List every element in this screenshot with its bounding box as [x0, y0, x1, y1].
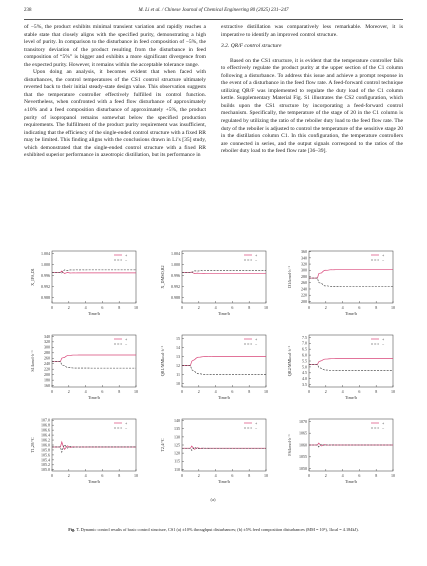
panel-2-series-pos: [309, 270, 393, 278]
caption-text: Dynamic control results of basic control structure, CS1 (a) ±10% throughput disturbances; (b) ±5% feed composition disturbances (MM = 10⁶), 1kcal = 4.184kJ).: [79, 527, 359, 532]
panel-7-ytick-label: 130: [174, 434, 180, 440]
panel-7-ytick-label: 135: [174, 426, 180, 432]
panel-4-legend-pos: +: [255, 336, 258, 342]
panel-6-xtick-label: 10: [134, 473, 138, 478]
figure-7: [24, 243, 403, 505]
panel-6-legend-neg: −: [125, 425, 128, 431]
panel-2-xtick-label: 8: [375, 305, 378, 310]
panel-3-ytick-label: 240: [44, 361, 50, 367]
panel-1-xlabel: Time/h: [218, 311, 230, 316]
panel-6-ytick-label: 105.8: [41, 447, 50, 453]
panel-8-ytick-label: 1055: [299, 454, 307, 460]
caption-label: Fig. 7.: [68, 527, 80, 532]
right-column: [221, 24, 403, 156]
panel-7-ylabel: T2,4/°C: [160, 438, 165, 452]
panel-1-legend-pos: +: [255, 252, 258, 258]
panel-0-xtick-label: 0: [51, 305, 53, 310]
panel-2-ylabel: D1/kmol·h⁻¹: [287, 266, 292, 288]
panel-6-ytick-label: 106.8: [41, 422, 50, 428]
panel-6-xtick-label: 4: [84, 473, 87, 478]
panel-4-series-neg: [182, 365, 266, 374]
panel-3-ytick-label: 220: [44, 366, 50, 372]
panel-5-xtick-label: 10: [391, 389, 395, 394]
panel-7-legend-pos: +: [255, 420, 258, 426]
panel-4-xtick-label: 10: [264, 389, 268, 394]
panel-0-ytick-label: 1.004: [41, 251, 50, 257]
panel-4-ylabel: QR1/MMkcal·h⁻¹: [160, 345, 165, 377]
panel-5-ytick-label: 7.5: [302, 334, 307, 340]
panel-2-ytick-label: 260: [301, 280, 307, 286]
panel-4-ytick-label: 12: [176, 362, 180, 368]
panel-8-xtick-label: 0: [308, 473, 310, 478]
panel-1-series-pos: [182, 272, 266, 274]
panel-5-ytick-label: 6.5: [302, 346, 307, 352]
panel-0-legend-pos: +: [125, 252, 128, 258]
panel-6-series-pos: [52, 442, 136, 450]
panel-4-xtick-label: 8: [248, 389, 251, 394]
section-heading: 3.2. QR/F control structure: [221, 43, 282, 50]
panel-6-xlabel: Time/h: [88, 479, 100, 484]
panel-6-ytick-label: 106.6: [41, 427, 50, 433]
panel-8-xtick-label: 6: [358, 473, 361, 478]
panel-4-ytick-label: 13: [176, 353, 180, 359]
figure-caption: [24, 527, 403, 533]
panel-5-ylabel: QR2/MMkcal·h⁻¹: [287, 345, 292, 377]
panel-0-ytick-label: 0.988: [41, 294, 50, 300]
panel-6-xtick-label: 0: [51, 473, 53, 478]
panel-1-xtick-label: 10: [264, 305, 268, 310]
panel-2-xtick-label: 4: [341, 305, 344, 310]
panel-3-frame: [52, 335, 136, 387]
panel-5-xtick-label: 6: [358, 389, 361, 394]
panel-1-xtick-label: 6: [231, 305, 234, 310]
panel-7-xlabel: Time/h: [218, 479, 230, 484]
panel-4-series-pos: [182, 357, 266, 366]
panel-6-ytick-label: 106.2: [41, 437, 50, 443]
panel-5-ytick-label: 6.0: [302, 352, 307, 358]
panel-8-ytick-label: 1050: [299, 466, 307, 472]
panel-5-xtick-label: 0: [308, 389, 310, 394]
panel-6-frame: [52, 419, 136, 471]
figure-7-plots: [24, 243, 403, 505]
panel-3-legend-neg: −: [125, 341, 128, 347]
page-number: 238: [24, 8, 32, 13]
left-column: [24, 24, 206, 160]
panel-0-ytick-label: 1.000: [41, 262, 50, 268]
panel-7-xtick-label: 8: [248, 473, 251, 478]
panel-7-xtick-label: 10: [264, 473, 268, 478]
panel-3-ylabel: S1/kmol·h⁻¹: [30, 350, 35, 372]
panel-8-ytick-label: 1065: [299, 430, 307, 436]
panel-3-xtick-label: 6: [101, 389, 104, 394]
page-header: [24, 8, 403, 18]
panel-4-xtick-label: 6: [231, 389, 234, 394]
panel-5-legend-pos: +: [382, 336, 385, 342]
panel-3-ytick-label: 200: [44, 372, 50, 378]
panel-7-ytick-label: 115: [174, 458, 180, 464]
panel-5-xtick-label: 8: [375, 389, 378, 394]
panel-0-ytick-label: 0.992: [41, 283, 50, 289]
right-paragraph-top: extractive distillation was comparatively less remarkable. Moreover, it is imperative to identify an improved control structure.: [221, 24, 403, 38]
panel-5-ytick-label: 5.0: [302, 364, 307, 370]
left-paragraph-1: of −5%, the product exhibits minimal transient variation and rapidly reaches a stable state that closely aligns with the specified purity, demonstrating a high level of purity. In comparison to the disturbance in feed composition of −5%, the transitory deviation of the product resulting from the disturbance in feed composition of “5%” is bigger and exhibits a more significant divergence from the expected purity. However, it remains within the acceptable tolerance range.: [24, 24, 206, 68]
panel-3-series-neg: [52, 362, 136, 369]
panel-3-ytick-label: 280: [44, 350, 50, 356]
panel-3-xtick-label: 2: [67, 389, 70, 394]
panel-6-ytick-label: 105.0: [41, 467, 50, 473]
panel-0-xtick-label: 6: [101, 305, 104, 310]
panel-0-xtick-label: 8: [118, 305, 121, 310]
panel-3-series-pos: [52, 355, 136, 362]
panel-5-ytick-label: 7.0: [302, 340, 307, 346]
panel-3-xtick-label: 10: [134, 389, 138, 394]
panel-1-xtick-label: 4: [214, 305, 217, 310]
panel-5-legend-neg: −: [382, 341, 385, 347]
panel-6-xtick-label: 2: [67, 473, 70, 478]
panel-3-ytick-label: 300: [44, 344, 50, 350]
panel-7-xtick-label: 4: [214, 473, 217, 478]
panel-2-ytick-label: 300: [301, 267, 307, 273]
panel-2-frame: [309, 251, 393, 303]
panel-0-xtick-label: 4: [84, 305, 87, 310]
panel-6-ytick-label: 106.4: [41, 432, 50, 438]
left-paragraph-2: Upon doing an analysis, it becomes evident that when faced with disturbances, the control temperatures of the CS1 control structure ultimately reverted back to their initial steady-state design value. This observation suggests that the temperature controller effectively fulfilled its control function. Nevertheless, when confronted with a feed flow disturbance of approximately ±10% and a feed composition disturbance of approximately +5%, the product purity of isopropanol remains somewhat below the specified production requirements. The fulfillment of the product purity requirement was insufficient, indicating that the efficiency of the single-ended control structure with a fixed RR may be limited. This finding aligns with the conclusions drawn in Li’s [35] study, which demonstrated that the single-ended control structure with a fixed RR exhibited superior performance in azeotropic distillation, but its performance in: [24, 69, 206, 159]
panel-1-ylabel: X_DMSO,B2: [160, 265, 165, 289]
right-paragraph-body: Based on the CS1 structure, it is evident that the temperature controller fails to effectively regulate the product purity at the upper section of the C1 column following a disturbance. To address this issue and achieve a prompt response in the event of a disturbance in the feed flow rate. A feed-forward control technique utilizing QR/F was implemented to regulate the duty load of the C1 column kettle. Supplementary Material Fig. S1 illustrates the CS2 configuration, which builds upon the CS1 structure by incorporating a feed-forward control mechanism. Specifically, the temperature of the stage of 20 in the C1 column is regulated by utilizing the ratio of the reboiler duty load to the feed flow rate. The duty of the reboiler is adjusted to control the temperature of the sensitive stage 20 in the distillation column C1. In this configuration, the temperature controllers are connected in series, and the output signals correspond to the ratios of the reboiler duty load to the feed flow rate [36–39].: [221, 57, 403, 155]
panel-2-xlabel: Time/h: [345, 311, 357, 316]
panel-6-xtick-label: 8: [118, 473, 121, 478]
panel-6-legend-pos: +: [125, 420, 128, 426]
panel-2-ytick-label: 320: [301, 261, 307, 267]
panel-1-ytick-label: 0.988: [171, 294, 180, 300]
panel-5-xlabel: Time/h: [345, 395, 357, 400]
panel-2-ytick-label: 340: [301, 255, 307, 261]
panel-8-xtick-label: 8: [375, 473, 378, 478]
panel-1-ytick-label: 1.000: [171, 262, 180, 268]
panel-4-xtick-label: 2: [197, 389, 200, 394]
panel-3-ytick-label: 340: [44, 333, 50, 339]
panel-6-ytick-label: 107.0: [41, 417, 50, 423]
panel-2-xtick-label: 10: [391, 305, 395, 310]
panel-5-ytick-label: 4.0: [302, 376, 307, 382]
panel-1-xtick-label: 8: [248, 305, 251, 310]
panel-2-legend-pos: +: [382, 252, 385, 258]
panel-6-series-neg: [52, 445, 136, 453]
panel-5-series-pos: [309, 359, 393, 365]
panel-0-series-pos: [52, 271, 136, 273]
panel-6-ytick-label: 105.2: [41, 462, 50, 468]
panel-3-xlabel: Time/h: [88, 395, 100, 400]
panel-7-ytick-label: 120: [174, 450, 180, 456]
panel-7-xtick-label: 2: [197, 473, 200, 478]
panel-2-ytick-label: 280: [301, 273, 307, 279]
panel-2-ytick-label: 360: [301, 249, 307, 255]
panel-3-legend-pos: +: [125, 336, 128, 342]
panel-3-ytick-label: 320: [44, 339, 50, 345]
panel-4-legend-neg: −: [255, 341, 258, 347]
panel-2-ytick-label: 240: [301, 286, 307, 292]
panel-3-xtick-label: 8: [118, 389, 121, 394]
panel-7-xtick-label: 6: [231, 473, 234, 478]
panel-0-legend-neg: −: [125, 257, 128, 263]
panel-2-ytick-label: 200: [301, 298, 307, 304]
panel-8-ylabel: FS/kmol·h⁻¹: [287, 434, 292, 456]
panel-6-ytick-label: 105.6: [41, 452, 50, 458]
panel-2-xtick-label: 2: [324, 305, 327, 310]
panel-4-xtick-label: 4: [214, 389, 217, 394]
panel-7-ytick-label: 110: [174, 466, 180, 472]
panel-8-legend-pos: +: [382, 420, 385, 426]
panel-3-xtick-label: 4: [84, 389, 87, 394]
header-rule: [24, 19, 403, 20]
panel-1-ytick-label: 1.004: [171, 251, 180, 257]
panel-4-ytick-label: 14: [176, 344, 180, 350]
panel-1-ytick-label: 0.996: [171, 273, 180, 279]
panel-4-ytick-label: 11: [176, 371, 180, 377]
panel-8-xtick-label: 10: [391, 473, 395, 478]
panel-8-xtick-label: 2: [324, 473, 327, 478]
panel-2-xtick-label: 6: [358, 305, 361, 310]
panel-4-frame: [182, 335, 266, 387]
panel-3-xtick-label: 0: [51, 389, 53, 394]
panel-8-series-pos: [309, 443, 393, 446]
panel-5-ytick-label: 4.5: [302, 370, 307, 376]
panel-7-legend-neg: −: [255, 425, 258, 431]
panel-7-frame: [182, 419, 266, 471]
panel-5-xtick-label: 2: [324, 389, 327, 394]
panel-7-xtick-label: 0: [181, 473, 183, 478]
panel-6-ytick-label: 105.4: [41, 457, 50, 463]
panel-7-ytick-label: 140: [174, 418, 180, 424]
panel-8-ytick-label: 1060: [299, 442, 307, 448]
panel-0-ytick-label: 0.996: [41, 273, 50, 279]
panel-4-xtick-label: 0: [181, 389, 183, 394]
panel-2-xtick-label: 0: [308, 305, 310, 310]
panel-6-ylabel: T1,20/°C: [30, 437, 35, 453]
panel-7-series-pos: [182, 446, 266, 449]
panel-5-series-neg: [309, 365, 393, 371]
panel-2-ytick-label: 220: [301, 292, 307, 298]
panel-8-ytick-label: 1070: [299, 418, 307, 424]
panel-3-ytick-label: 160: [44, 383, 50, 389]
panel-1-series-neg: [182, 271, 266, 273]
panel-0-xlabel: Time/h: [88, 311, 100, 316]
panel-0-frame: [52, 251, 136, 303]
panel-6-ytick-label: 106.0: [41, 442, 50, 448]
panel-7-ytick-label: 125: [174, 442, 180, 448]
panel-8-xtick-label: 4: [341, 473, 344, 478]
panel-1-xtick-label: 2: [197, 305, 200, 310]
panel-6-xtick-label: 6: [101, 473, 104, 478]
panel-5-ytick-label: 5.5: [302, 358, 307, 364]
panel-1-frame: [182, 251, 266, 303]
panel-1-legend-neg: −: [255, 257, 258, 263]
journal-reference: M. Li et al. / Chinese Journal of Chemical Engineering 80 (2025) 231–247: [138, 8, 289, 13]
panel-8-xlabel: Time/h: [345, 479, 357, 484]
panel-4-ytick-label: 15: [176, 335, 180, 341]
panel-0-xtick-label: 2: [67, 305, 70, 310]
panel-3-ytick-label: 180: [44, 377, 50, 383]
panel-4-ytick-label: 10: [176, 380, 180, 386]
panel-0-xtick-label: 10: [134, 305, 138, 310]
panel-2-legend-neg: −: [382, 257, 385, 263]
panel-4-xlabel: Time/h: [218, 395, 230, 400]
panel-5-xtick-label: 4: [341, 389, 344, 394]
panel-1-ytick-label: 0.992: [171, 283, 180, 289]
panel-1-xtick-label: 0: [181, 305, 183, 310]
figure-sub-label: (a): [210, 497, 216, 502]
panel-0-ylabel: X_IPA,D1: [30, 268, 35, 286]
panel-3-ytick-label: 260: [44, 355, 50, 361]
panel-5-ytick-label: 3.5: [302, 382, 307, 388]
panel-2-series-neg: [309, 278, 393, 286]
panel-8-legend-neg: −: [382, 425, 385, 431]
